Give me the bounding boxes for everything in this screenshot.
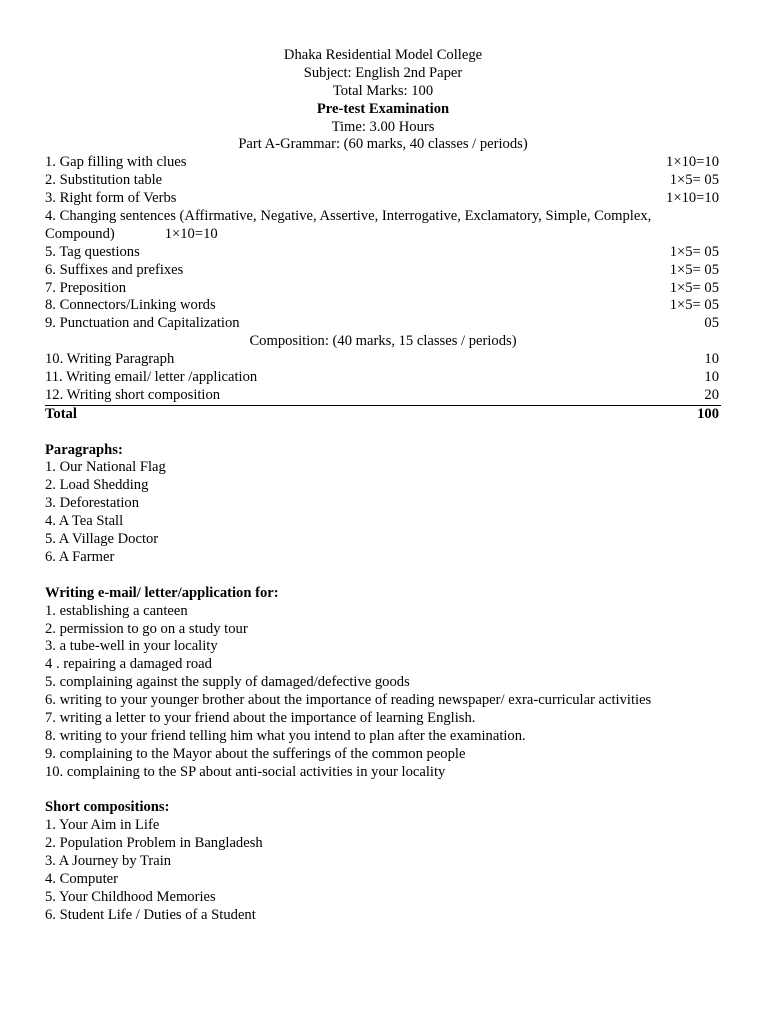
paragraph-item: 6. A Farmer (45, 548, 115, 565)
paragraph-item: 4. A Tea Stall (45, 513, 124, 530)
composition-item: 10. Writing Paragraph (45, 351, 175, 368)
grammar-item: 6. Suffixes and prefixes (45, 261, 184, 278)
grammar-row (45, 315, 721, 333)
composition-topic: 6. Student Life / Duties of a Student (45, 906, 256, 923)
composition-row (45, 351, 721, 369)
grammar-item: 9. Punctuation and Capitalization (45, 315, 240, 332)
composition-topic: 5. Your Childhood Memories (45, 888, 216, 905)
composition-topic: 1. Your Aim in Life (45, 817, 160, 834)
spacer (45, 782, 721, 800)
exam-title: Pre-test Examination (316, 100, 450, 117)
college-name: Dhaka Residential Model College (283, 47, 483, 63)
letter-item: 6. writing to your younger brother about the importance of reading newspaper/ exra-curricular activities (45, 692, 652, 709)
composition-marks: 10 (704, 351, 719, 368)
total-marks-line: Total Marks: 100 (332, 82, 434, 99)
paragraph-item: 1. Our National Flag (45, 459, 166, 476)
composition-marks: 10 (704, 369, 719, 386)
composition-heading: Composition: (40 marks, 15 classes / periods) (249, 333, 517, 350)
grammar-marks: 1×5= 05 (669, 243, 719, 260)
grammar-item: 1. Gap filling with clues (45, 154, 187, 171)
grammar-row (45, 154, 721, 172)
grammar-marks: 1×5= 05 (669, 279, 719, 296)
composition-row (45, 387, 721, 406)
document-content (45, 47, 721, 925)
grammar-marks: 1×5= 05 (669, 172, 719, 189)
composition-topic: 3. A Journey by Train (45, 853, 172, 870)
letter-item: 4 . repairing a damaged road (45, 656, 212, 673)
grammar-row (45, 172, 721, 190)
changing-sentences-marks: 1×10=10 (164, 225, 218, 242)
composition-item: 11. Writing email/ letter /application (45, 369, 258, 386)
composition-row (45, 369, 721, 387)
total-label: Total (45, 405, 77, 422)
grammar-row (45, 244, 721, 262)
grammar-marks: 1×5= 05 (669, 261, 719, 278)
letter-item: 9. complaining to the Mayor about the sufferings of the common people (45, 745, 466, 762)
grammar-item: 8. Connectors/Linking words (45, 297, 216, 314)
grammar-row (45, 262, 721, 280)
changing-sentences-line1: 4. Changing sentences (Affirmative, Negative, Assertive, Interrogative, Exclamatory, Simple, Complex, (45, 208, 652, 225)
grammar-row (45, 297, 721, 315)
changing-sentences-cont: Compound) (45, 225, 115, 242)
letter-item: 3. a tube-well in your locality (45, 638, 218, 655)
grammar-item: 2. Substitution table (45, 172, 163, 189)
spacer (45, 424, 721, 442)
grammar-marks: 1×5= 05 (669, 297, 719, 314)
time-line: Time: 3.00 Hours (331, 118, 435, 135)
letter-item: 10. complaining to the SP about anti-social activities in your locality (45, 763, 446, 780)
composition-topic: 2. Population Problem in Bangladesh (45, 835, 263, 852)
grammar-item: 7. Preposition (45, 279, 127, 296)
letters-heading: Writing e-mail/ letter/application for: (45, 584, 279, 601)
paragraph-item: 3. Deforestation (45, 495, 140, 512)
total-marks: 100 (697, 405, 719, 422)
paragraph-item: 5. A Village Doctor (45, 531, 159, 548)
grammar-row (45, 280, 721, 298)
paragraphs-heading: Paragraphs: (45, 441, 123, 458)
spacer (45, 567, 721, 585)
compositions-heading: Short compositions: (45, 799, 170, 816)
letter-item: 8. writing to your friend telling him what you intend to plan after the examination. (45, 727, 526, 744)
grammar-marks: 05 (704, 315, 719, 332)
letter-item: 1. establishing a canteen (45, 602, 188, 619)
changing-sentences-line2 (45, 226, 721, 244)
grammar-marks: 1×10=10 (666, 154, 719, 171)
letter-item: 5. complaining against the supply of damaged/defective goods (45, 674, 410, 691)
part-a-heading: Part A-Grammar: (60 marks, 40 classes / periods) (238, 136, 528, 153)
composition-item: 12. Writing short composition (45, 386, 221, 403)
grammar-marks: 1×10=10 (666, 190, 719, 207)
subject-line: Subject: English 2nd Paper (303, 64, 463, 81)
paragraph-item: 2. Load Shedding (45, 477, 149, 494)
composition-topic: 4. Computer (45, 870, 118, 887)
letter-item: 2. permission to go on a study tour (45, 620, 248, 637)
letter-item: 7. writing a letter to your friend about the importance of learning English. (45, 709, 476, 726)
composition-marks: 20 (704, 386, 719, 403)
grammar-item: 3. Right form of Verbs (45, 190, 177, 207)
total-row (45, 406, 721, 424)
grammar-row (45, 190, 721, 208)
grammar-item: 5. Tag questions (45, 243, 140, 260)
